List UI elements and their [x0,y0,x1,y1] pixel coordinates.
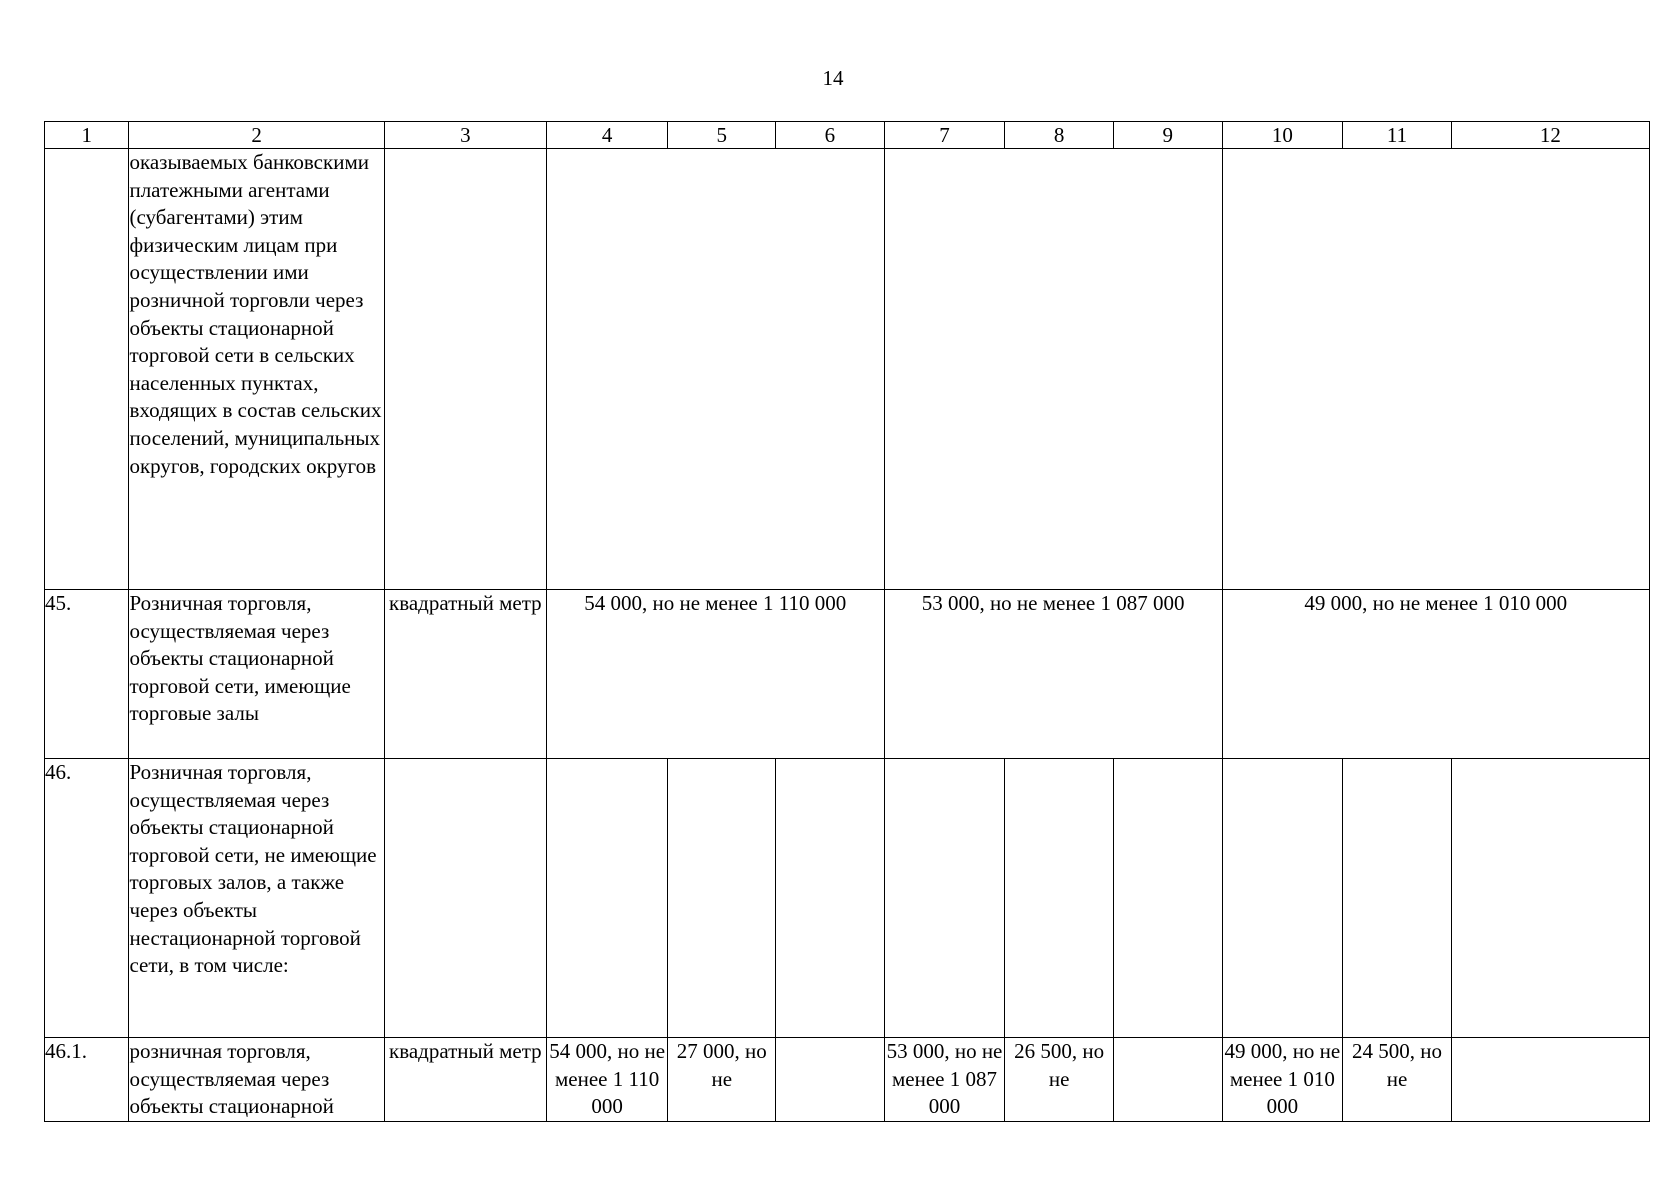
cell-unit: квадратный метр [384,590,546,759]
cell-c4: 54 000, но не менее 1 110 000 [546,1038,668,1122]
cell-group2-value: 53 000, но не менее 1 087 000 [884,590,1222,759]
cell-group3-empty [1222,149,1649,590]
page-number: 14 [822,66,844,90]
header-col-9: 9 [1113,122,1222,149]
header-col-8: 8 [1005,122,1114,149]
header-col-7: 7 [884,122,1005,149]
cell-num: 46. [45,759,129,1038]
cell-c9-empty [1113,759,1222,1038]
cell-c5-empty [668,759,776,1038]
header-col-10: 10 [1222,122,1343,149]
table-row-46-1 [45,1038,1650,1122]
tariff-table [44,121,1650,1122]
cell-c8-empty [1005,759,1114,1038]
header-col-6: 6 [776,122,885,149]
cell-description: Розничная торговля, осуществляемая через объекты стационарной торговой сети, не имеющие торговых залов, а также через объекты нестационарной торговой сети, в том числе: [129,759,384,1038]
cell-description: оказываемых банковскими платежными агентами (субагентами) этим физическим лицам при осуществлении ими розничной торговли через объекты стационарной торговой сети в сельских населенных пунктах, входящих в состав сельских поселений, муниципальных округов, городских округов [129,149,384,590]
cell-description: розничная торговля, осуществляемая через объекты стационарной [129,1038,384,1122]
cell-c11-empty [1343,759,1452,1038]
cell-num-empty [45,149,129,590]
cell-c10-empty [1222,759,1343,1038]
cell-c7: 53 000, но не менее 1 087 000 [884,1038,1005,1122]
cell-c8: 26 500, но не [1005,1038,1114,1122]
cell-c4-empty [546,759,668,1038]
table-row-continued [45,149,1650,590]
header-col-12: 12 [1451,122,1649,149]
cell-c9 [1113,1038,1222,1122]
cell-group1-empty [546,149,884,590]
cell-unit-empty [384,149,546,590]
table-header-row [45,122,1650,149]
header-col-11: 11 [1343,122,1452,149]
header-col-4: 4 [546,122,668,149]
cell-c6-empty [776,759,885,1038]
cell-c5: 27 000, но не [668,1038,776,1122]
cell-c6 [776,1038,885,1122]
table-row-46 [45,759,1650,1038]
header-col-1: 1 [45,122,129,149]
cell-num: 46.1. [45,1038,129,1122]
cell-group2-empty [884,149,1222,590]
cell-c12 [1451,1038,1649,1122]
cell-c12-empty [1451,759,1649,1038]
cell-c7-empty [884,759,1005,1038]
cell-group3-value: 49 000, но не менее 1 010 000 [1222,590,1649,759]
header-col-5: 5 [668,122,776,149]
table-row-45 [45,590,1650,759]
cell-c10: 49 000, но не менее 1 010 000 [1222,1038,1343,1122]
cell-group1-value: 54 000, но не менее 1 110 000 [546,590,884,759]
cell-num: 45. [45,590,129,759]
cell-unit-empty [384,759,546,1038]
cell-unit: квадратный метр [384,1038,546,1122]
cell-c11: 24 500, но не [1343,1038,1452,1122]
header-col-2: 2 [129,122,384,149]
cell-description: Розничная торговля, осуществляемая через объекты стационарной торговой сети, имеющие торговые залы [129,590,384,759]
header-col-3: 3 [384,122,546,149]
